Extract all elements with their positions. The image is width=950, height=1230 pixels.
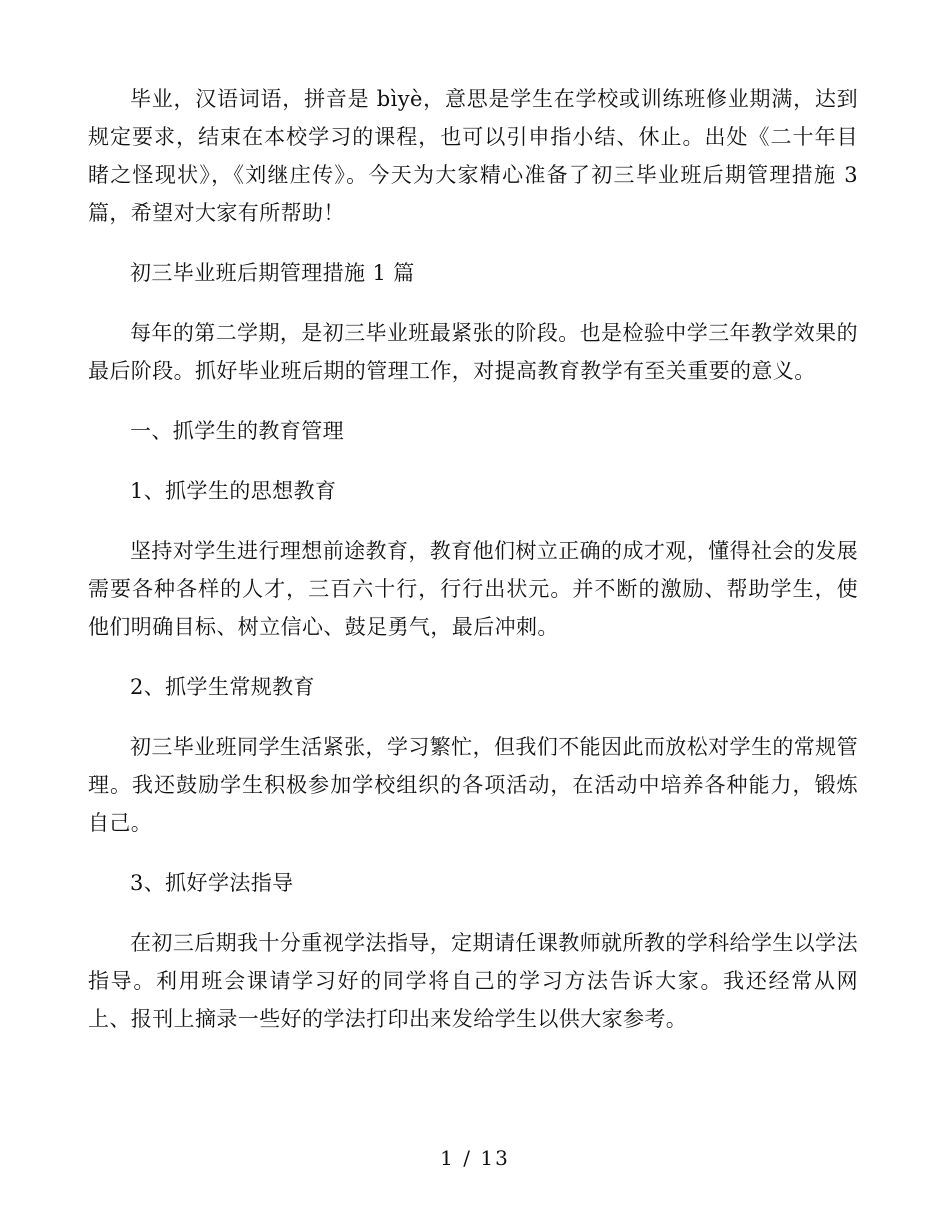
subsection-heading: 1、抓学生的思想教育 (130, 479, 337, 503)
article-title: 初三毕业班后期管理措施 1 篇 (130, 261, 415, 285)
body-paragraph: 坚持对学生进行理想前途教育，教育他们树立正确的成才观，懂得社会的发展需要各种各样的人才，三百六十行，行行出状元。并不断的激励、帮助学生，使他们明确目标、树立信心、鼓足勇气，最后冲刺。 (88, 539, 858, 639)
body-paragraph: 在初三后期我十分重视学法指导，定期请任课教师就所教的学科给学生以学法指导。利用班会课请学习好的同学将自己的学习方法告诉大家。我还经常从网上、报刊上摘录一些好的学法打印出来发给学生以供大家参考。 (88, 931, 858, 1031)
section-heading: 一、抓学生的教育管理 (130, 419, 344, 443)
intro-paragraph: 毕业，汉语词语，拼音是 bìyè，意思是学生在学校或训练班修业期满，达到规定要求，结束在本校学习的课程，也可以引申指小结、休止。出处《二十年目睹之怪现状》，《刘继庄传》。今天为大家精心准备了初三毕业班后期管理措施 3 篇，希望对大家有所帮助！ (88, 87, 858, 225)
body-paragraph: 每年的第二学期，是初三毕业班最紧张的阶段。也是检验中学三年教学效果的最后阶段。抓好毕业班后期的管理工作，对提高教育教学有至关重要的意义。 (88, 321, 858, 383)
subsection-heading: 2、抓学生常规教育 (130, 675, 315, 699)
page-number: 1 / 13 (440, 1146, 510, 1170)
body-paragraph: 初三毕业班同学生活紧张，学习繁忙，但我们不能因此而放松对学生的常规管理。我还鼓励学生积极参加学校组织的各项活动，在活动中培养各种能力，锻炼自己。 (88, 735, 858, 835)
subsection-heading: 3、抓好学法指导 (130, 871, 294, 895)
document-body (88, 80, 858, 1060)
